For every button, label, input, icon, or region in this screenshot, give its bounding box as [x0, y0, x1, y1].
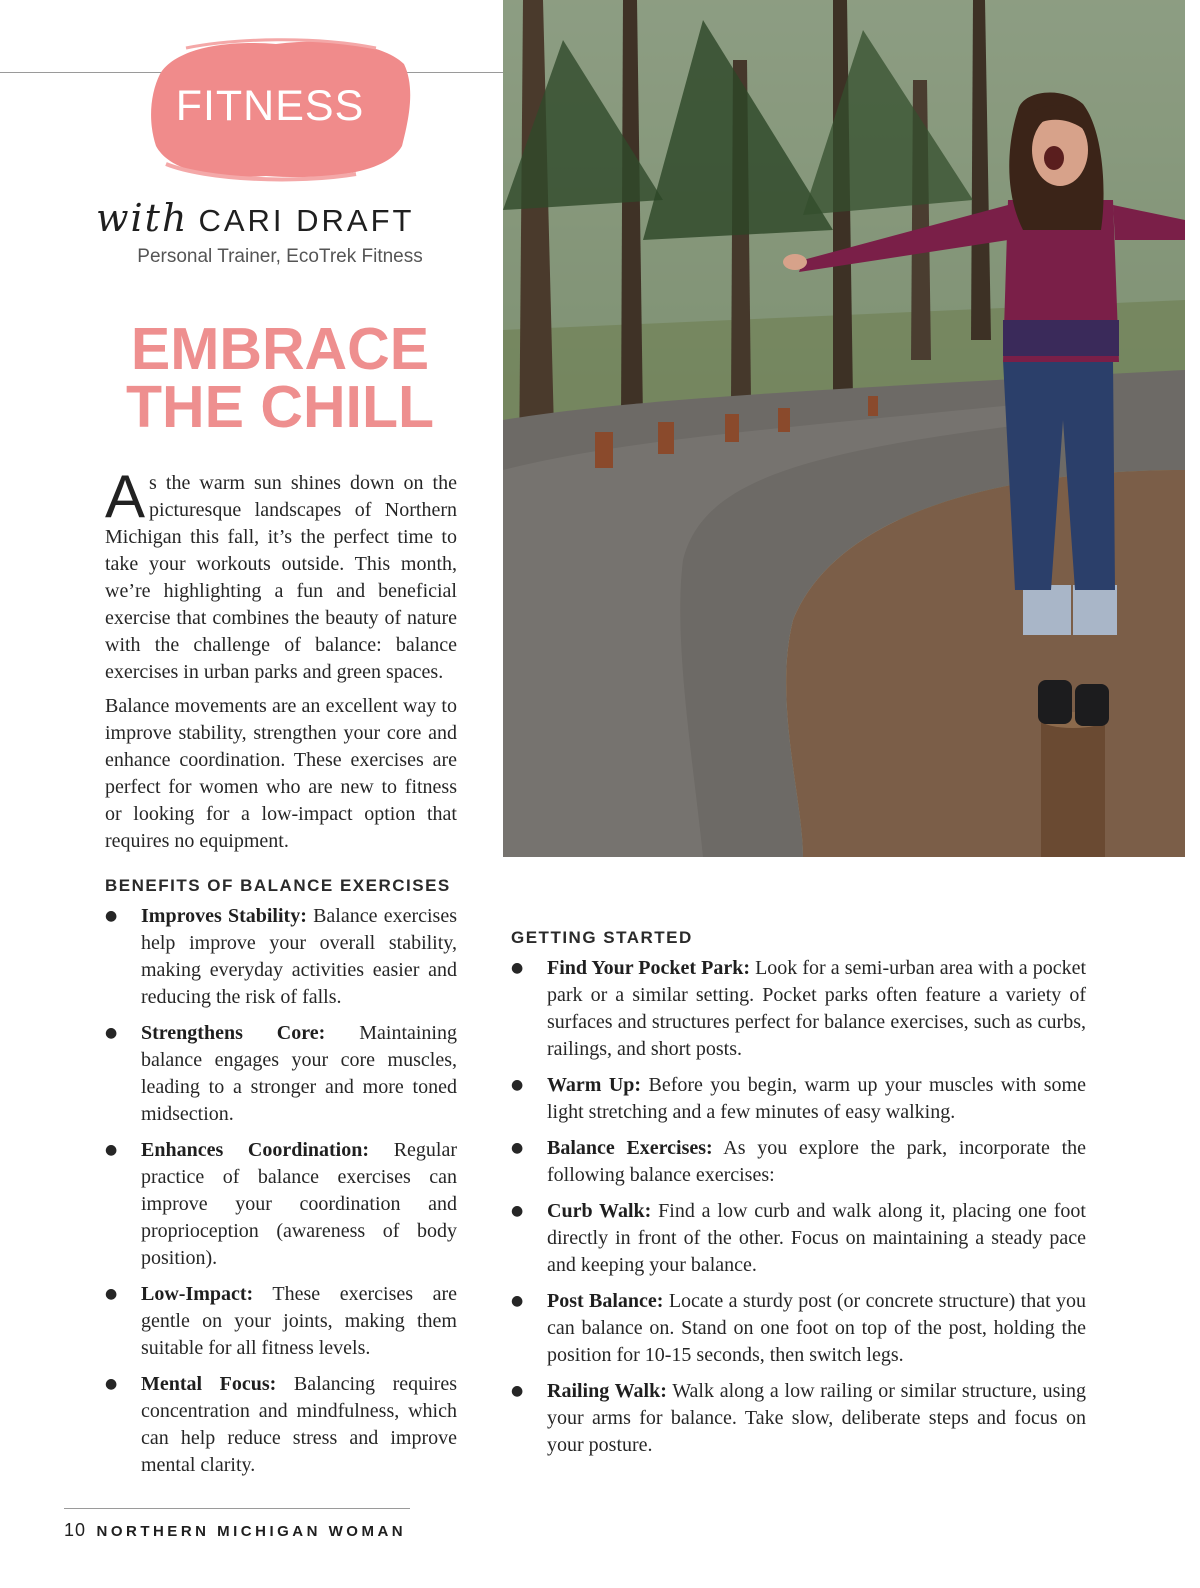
bullet-icon: ● [105, 1376, 118, 1392]
list-item-term: Railing Walk: [547, 1380, 667, 1402]
bullet-icon: ● [105, 1286, 118, 1302]
byline [96, 196, 466, 240]
bullet-icon: ● [511, 1140, 524, 1156]
bullet-icon: ● [511, 1293, 524, 1309]
list-item-term: Find Your Pocket Park: [547, 957, 750, 979]
getting-started-heading: GETTING STARTED [511, 928, 693, 947]
list-item-text: As you explore the park, incorporate the following balance exercises: [547, 1137, 1086, 1186]
headline-line-2: THE CHILL [125, 374, 435, 440]
list-item [511, 955, 1086, 1063]
bullet-icon: ● [105, 1142, 118, 1158]
bullet-icon: ● [105, 908, 118, 924]
article-headline [100, 316, 460, 440]
byline-with: with [96, 196, 189, 240]
footer-divider [64, 1508, 410, 1509]
headline-line-1: EMBRACE [130, 316, 430, 382]
list-item-term: Enhances Coordination: [141, 1139, 370, 1161]
intro-text: s the warm sun shines down on the picturesque landscapes of Northern Michigan this fall, it’s the perfect time to take your workouts outside. This month, we’re highlighting a fun and beneficial exercise that combines the beauty of nature with the challenge of balance: balance exercises in urban parks and green spaces. [105, 472, 457, 683]
list-item-term: Warm Up: [547, 1074, 642, 1096]
bullet-icon: ● [105, 1025, 118, 1041]
list-item [105, 1020, 457, 1128]
list-item-term: Curb Walk: [547, 1200, 652, 1222]
body-paragraph: Balance movements are an excellent way to improve stability, strengthen your core and enhance coordination. These exercises are perfect for women who are new to fitness or looking for a low-impact option that requires no equipment. [105, 695, 457, 852]
drop-cap: A [105, 463, 146, 530]
list-item [511, 1378, 1086, 1459]
benefits-list [105, 903, 457, 1488]
list-item [105, 1371, 457, 1479]
benefits-heading: BENEFITS OF BALANCE EXERCISES [105, 876, 451, 895]
list-item [511, 1288, 1086, 1369]
list-item [511, 1072, 1086, 1126]
bullet-icon: ● [511, 960, 524, 976]
page-number: 10 [64, 1520, 87, 1540]
list-item-term: Balance Exercises: [547, 1137, 713, 1159]
list-item [105, 903, 457, 1011]
list-item-text: Balance exercises help improve your overall stability, making everyday activities easier and reducing the risk of falls. [141, 905, 457, 1008]
list-item-text: These exercises are gentle on your joints, making them suitable for all fitness levels. [141, 1283, 457, 1359]
list-item-text: Regular practice of balance exercises can improve your coordination and proprioception (awareness of body position). [141, 1139, 457, 1269]
bullet-icon: ● [511, 1383, 524, 1399]
list-item [511, 1135, 1086, 1189]
list-item-text: Maintaining balance engages your core muscles, leading to a stronger and more toned midsection. [141, 1022, 457, 1125]
list-item-text: Find a low curb and walk along it, placing one foot directly in front of the other. Focus on maintaining a steady pace and keeping your balance. [547, 1200, 1086, 1276]
intro-paragraph [105, 463, 457, 686]
list-item-text: Look for a semi-urban area with a pocket park or a similar setting. Pocket parks often feature a variety of surfaces and structures perfect for balance exercises, such as curbs, railings, and short posts. [547, 957, 1086, 1060]
list-item-term: Mental Focus: [141, 1373, 277, 1395]
list-item-text: Locate a sturdy post (or concrete structure) that you can balance on. Stand on one foot on top of the post, holding the position for 10-15 seconds, then switch legs. [547, 1290, 1087, 1366]
list-item-text: Before you begin, warm up your muscles with some light stretching and a few minutes of easy walking. [547, 1074, 1086, 1123]
author-title: Personal Trainer, EcoTrek Fitness [137, 246, 423, 267]
list-item-term: Low-Impact: [141, 1283, 254, 1305]
list-item-term: Post Balance: [547, 1290, 664, 1312]
list-item [511, 1198, 1086, 1279]
bullet-icon: ● [511, 1077, 524, 1093]
photo-woman-balancing-on-post [503, 0, 1185, 857]
magazine-name: NORTHERN MICHIGAN WOMAN [96, 1523, 407, 1540]
list-item [105, 1281, 457, 1362]
page-footer [64, 1520, 406, 1541]
list-item-text: Balancing requires concentration and mindfulness, which can help reduce stress and improve mental clarity. [141, 1373, 457, 1476]
list-item-term: Improves Stability: [141, 905, 307, 927]
author-name: CARI DRAFT [198, 203, 415, 238]
hero-photo [503, 0, 1185, 857]
section-label: FITNESS [175, 82, 365, 130]
list-item-text: Walk along a low railing or similar structure, using your arms for balance. Take slow, deliberate steps and focus on your posture. [547, 1380, 1086, 1456]
getting-started-list [511, 955, 1086, 1468]
list-item-term: Strengthens Core: [141, 1022, 326, 1044]
bullet-icon: ● [511, 1203, 524, 1219]
list-item [105, 1137, 457, 1272]
